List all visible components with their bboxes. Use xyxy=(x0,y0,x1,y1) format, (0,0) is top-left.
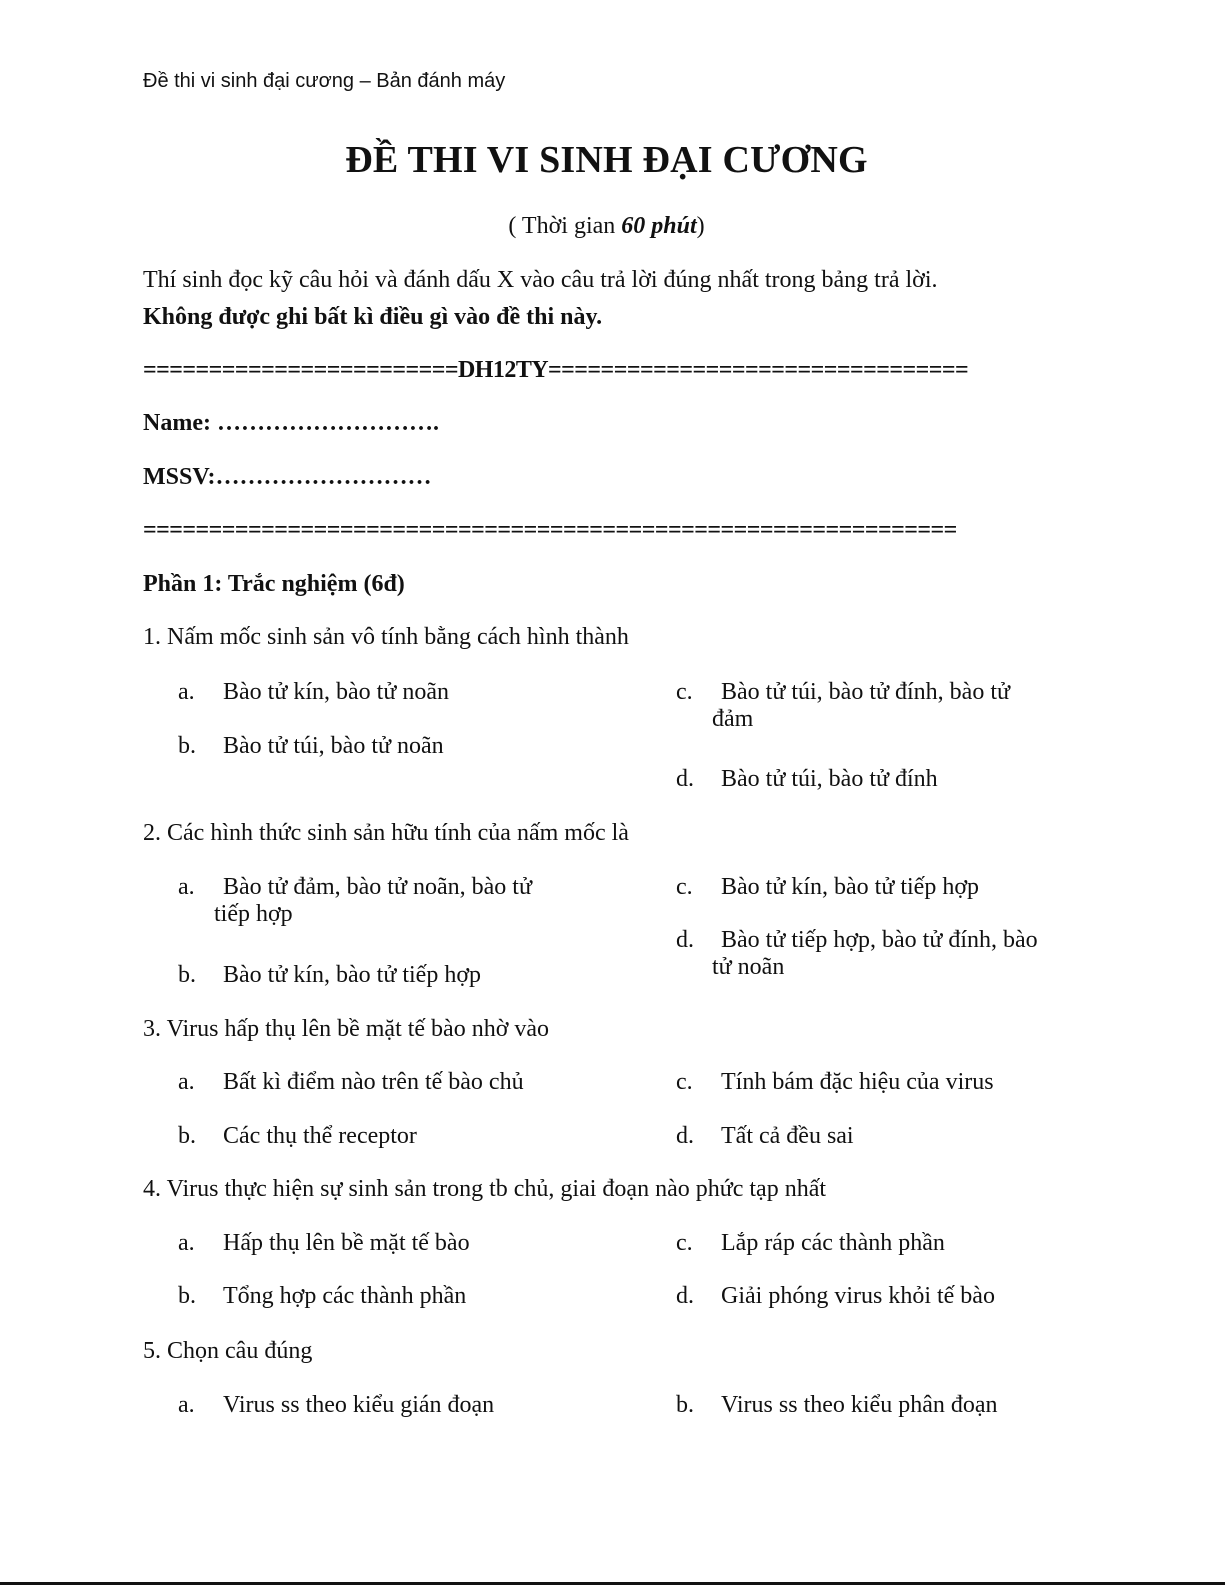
option-letter: c. xyxy=(676,1230,693,1256)
option-text: Hấp thụ lên bề mặt tế bào xyxy=(223,1230,470,1256)
option-letter: b. xyxy=(178,962,196,988)
option-letter: b. xyxy=(178,1283,196,1309)
option-text: Bào tử kín, bào tử noãn xyxy=(223,679,449,705)
question-5: 5. Chọn câu đúng xyxy=(143,1338,313,1364)
option-text: Bào tử kín, bào tử tiếp hợp xyxy=(223,962,482,988)
option-text: Bất kì điểm nào trên tế bào chủ xyxy=(223,1069,524,1095)
q4-option-a xyxy=(178,1230,470,1257)
name-field: Name: ………………………. xyxy=(143,410,439,436)
exam-title: ĐỀ THI VI SINH ĐẠI CƯƠNG xyxy=(345,139,868,181)
option-letter: a. xyxy=(178,874,195,900)
instruction-line: Thí sinh đọc kỹ câu hỏi và đánh dấu X vào câu trả lời đúng nhất trong bảng trả lời. xyxy=(143,267,938,293)
option-letter: a. xyxy=(178,1069,195,1095)
option-text: Virus ss theo kiểu gián đoạn xyxy=(223,1392,495,1418)
option-letter: c. xyxy=(676,679,693,705)
duration-prefix: ( Thời gian xyxy=(508,213,622,239)
q5-option-b xyxy=(676,1392,998,1419)
q4-option-c xyxy=(676,1230,945,1257)
exam-duration xyxy=(0,213,1213,240)
q1-option-b xyxy=(178,733,444,760)
q2-option-c xyxy=(676,874,979,901)
q2-option-a xyxy=(178,874,532,928)
option-text-continued: tiếp hợp xyxy=(214,901,293,927)
option-text-continued: tử noãn xyxy=(712,954,785,980)
option-text: Bào tử kín, bào tử tiếp hợp xyxy=(721,874,980,900)
option-text: Bào tử tiếp hợp, bào tử đính, bào xyxy=(721,927,1038,953)
option-text: Bào tử đảm, bào tử noãn, bào tử xyxy=(223,874,532,900)
option-letter: c. xyxy=(676,1069,693,1095)
option-text: Tất cả đều sai xyxy=(721,1123,854,1149)
instruction-warning: Không được ghi bất kì điều gì vào đề thi này. xyxy=(143,304,603,330)
q2-option-b xyxy=(178,962,481,989)
option-letter: d. xyxy=(676,927,694,953)
option-text: Bào tử túi, bào tử noãn xyxy=(223,733,444,759)
section-title: Phần 1: Trắc nghiệm (6đ) xyxy=(143,571,405,597)
option-letter: a. xyxy=(178,679,195,705)
option-text: Bào tử túi, bào tử đính, bào tử xyxy=(721,679,1010,705)
question-3: 3. Virus hấp thụ lên bề mặt tế bào nhờ vào xyxy=(143,1016,550,1042)
question-2: 2. Các hình thức sinh sản hữu tính của nấm mốc là xyxy=(143,820,629,846)
q3-option-c xyxy=(676,1069,994,1096)
option-letter: d. xyxy=(676,1283,694,1309)
option-text: Lắp ráp các thành phần xyxy=(721,1230,945,1256)
option-text: Các thụ thể receptor xyxy=(223,1123,417,1149)
option-letter: c. xyxy=(676,874,693,900)
option-letter: a. xyxy=(178,1230,195,1256)
option-letter: b. xyxy=(178,1123,196,1149)
option-letter: b. xyxy=(178,733,196,759)
q3-option-a xyxy=(178,1069,524,1096)
option-text: Virus ss theo kiểu phân đoạn xyxy=(721,1392,998,1418)
option-letter: b. xyxy=(676,1392,694,1418)
q1-option-a xyxy=(178,679,449,706)
q4-option-b xyxy=(178,1283,466,1310)
option-letter: a. xyxy=(178,1392,195,1418)
separator-top: ========================DH12TY================================ xyxy=(143,357,969,383)
running-header: Đề thi vi sinh đại cương – Bản đánh máy xyxy=(143,70,506,92)
question-1: 1. Nấm mốc sinh sản vô tính bằng cách hình thành xyxy=(143,624,629,650)
option-text: Giải phóng virus khỏi tế bào xyxy=(721,1283,995,1309)
duration-suffix: ) xyxy=(696,213,705,239)
option-text: Bào tử túi, bào tử đính xyxy=(721,766,938,792)
option-text: Tổng hợp các thành phần xyxy=(223,1283,467,1309)
option-text: Tính bám đặc hiệu của virus xyxy=(721,1069,994,1095)
option-text-continued: đảm xyxy=(712,706,754,732)
mssv-field: MSSV:……………………… xyxy=(143,464,432,490)
question-4: 4. Virus thực hiện sự sinh sản trong tb chủ, giai đoạn nào phức tạp nhất xyxy=(143,1176,827,1202)
q3-option-b xyxy=(178,1123,417,1150)
option-letter: d. xyxy=(676,1123,694,1149)
duration-value: 60 phút xyxy=(621,213,697,239)
separator-bottom: ============================================================== xyxy=(143,517,957,543)
q1-option-c xyxy=(676,679,1010,733)
q4-option-d xyxy=(676,1283,995,1310)
option-letter: d. xyxy=(676,766,694,792)
q5-option-a xyxy=(178,1392,494,1419)
q1-option-d xyxy=(676,766,938,793)
q3-option-d xyxy=(676,1123,854,1150)
q2-option-d xyxy=(676,927,1038,981)
